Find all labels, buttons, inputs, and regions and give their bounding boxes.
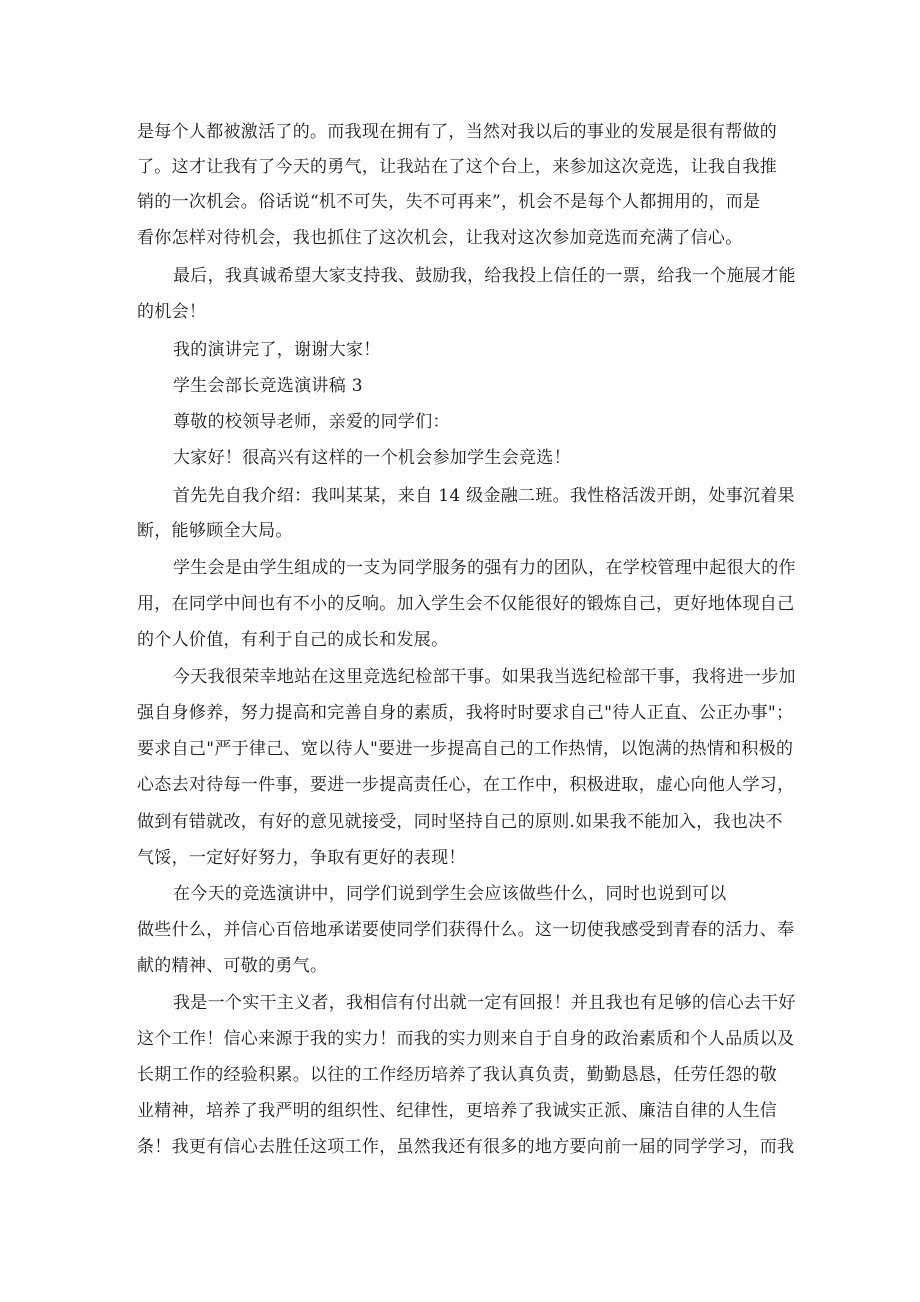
text-line: 用，在同学中间也有不小的反响。加入学生会不仅能很好的锻炼自己，更好地体现自己 xyxy=(137,594,795,614)
text-line: 销的一次机会。俗话说“机不可失，失不可再来”，机会不是每个人都拥用的，而是 xyxy=(137,192,761,212)
text-line: 的机会！ xyxy=(137,302,207,322)
text-line: 心态去对待每一件事，要进一步提高责任心，在工作中，积极进取，虚心向他人学习， xyxy=(137,775,795,795)
text-line: 条！我更有信心去胜任这项工作，虽然我还有很多的地方要向前一届的同学学习，而我 xyxy=(137,1137,795,1157)
text-line: 这个工作！信心来源于我的实力！而我的实力则来自于自身的政治素质和个人品质以及 xyxy=(137,1029,795,1049)
text-line: 今天我很荣幸地站在这里竞选纪检部干事。如果我当选纪检部干事，我将进一步加 xyxy=(173,667,796,687)
text-line: 断，能够顾全大局。 xyxy=(137,521,293,541)
text-line: 气馁，一定好好努力，争取有更好的表现！ xyxy=(137,848,466,868)
text-line: 尊敬的校领导老师，亲爱的同学们： xyxy=(173,412,450,432)
section-heading: 学生会部长竞选演讲稿 3 xyxy=(173,376,363,396)
text-line: 做到有错就改，有好的意见就接受，同时坚持自己的原则.如果我不能加入，我也决不 xyxy=(137,812,783,832)
text-line: 我的演讲完了，谢谢大家！ xyxy=(173,340,381,360)
text-line: 长期工作的经验积累。以往的工作经历培养了我认真负责，勤勤恳恳，任劳任怨的敬 xyxy=(137,1065,778,1085)
text-line: 业精神，培养了我严明的组织性、纪律性，更培养了我诚实正派、廉洁自律的人生信 xyxy=(137,1101,778,1121)
text-line: 大家好！很高兴有这样的一个机会参加学生会竞选！ xyxy=(173,448,571,468)
text-line: 最后，我真诚希望大家支持我、鼓励我，给我投上信任的一票，给我一个施展才能 xyxy=(173,266,796,286)
text-line: 的个人价值，有利于自己的成长和发展。 xyxy=(137,630,449,650)
text-line: 看你怎样对待机会，我也抓住了这次机会，让我对这次参加竞选而充满了信心。 xyxy=(137,228,743,248)
text-line: 是每个人都被激活了的。而我现在拥有了，当然对我以后的事业的发展是很有帮做的 xyxy=(137,122,778,142)
text-line: 做些什么，并信心百倍地承诺要使同学们获得什么。这一切使我感受到青春的活力、奉 xyxy=(137,920,795,940)
text-line: 我是一个实干主义者，我相信有付出就一定有回报！并且我也有足够的信心去干好 xyxy=(173,993,796,1013)
text-line: 了。这才让我有了今天的勇气，让我站在了这个台上，来参加这次竞选，让我自我推 xyxy=(137,157,778,177)
text-line: 首先先自我介绍：我叫某某，来自 14 级金融二班。我性格活泼开朗，处事沉着果 xyxy=(173,486,795,506)
text-line: 要求自己"严于律己、宽以待人"要进一步提高自己的工作热情，以饱满的热情和积极的 xyxy=(137,739,794,759)
text-line: 献的精神、可敬的勇气。 xyxy=(137,956,328,976)
text-line: 强自身修养，努力提高和完善自身的素质，我将时时要求自己"待人正直、公正办事"； xyxy=(137,703,794,723)
text-line: 在今天的竞选演讲中，同学们说到学生会应该做些什么，同时也说到可以 xyxy=(173,884,727,904)
text-line: 学生会是由学生组成的一支为同学服务的强有力的团队，在学校管理中起很大的作 xyxy=(173,558,796,578)
